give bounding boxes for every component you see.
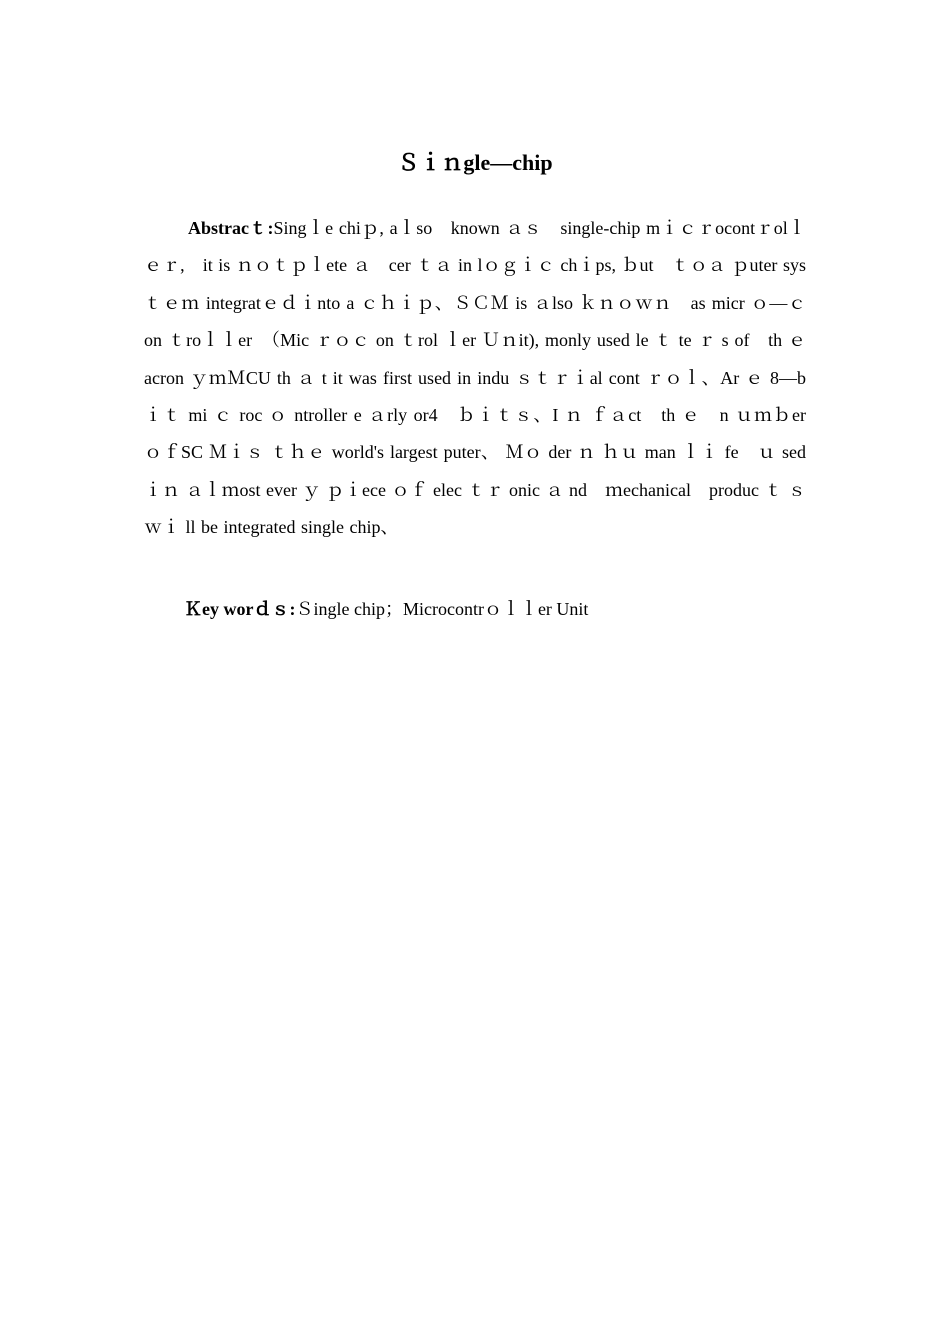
abstract-paragraph xyxy=(144,210,824,547)
keywords-label: Ｋey worｄｓ: xyxy=(184,599,296,619)
keywords-paragraph xyxy=(144,594,806,624)
abstract-text: Singｌe chiｐ, aｌso known ａｓ single-chip mｉｃｒocontｒolｌｅｒ, it is ｎｏｔｐｌete ａ cer ｔａ in lｏｇｉｃ chｉps, ｂut ｔｏａ ｐuter sysｔｅｍ integratｅｄｉnto a ｃｈｉｐ、ＳＣＭ is ａlso ｋｎｏｗｎ as micr ｏ—ｃ on ｔroｌｌer （Mic ｒｏｃ on ｔrol ｌer Ｕｎit), monly used le ｔ te ｒ s of th ｅ acron ｙｍＭCU th ａ t it was first used in indu ｓｔｒｉal cont ｒｏｌ、Ar ｅ 8—b ｉｔ mi ｃ roc ｏ ntroller e ａrly or4 ｂｉｔｓ、I ｎ ｆａct th ｅ n ｕｍｂer ｏｆSC Ｍｉｓ ｔｈｅ world's largest puter、 Ｍｏ der ｎ ｈｕ man ｌｉ fe ｕ sed ｉｎ ａｌｍost ever ｙ ｐｉece ｏｆ elec ｔｒ onic ａ nd ｍechanical produc ｔ ｓ ｗｉ ll be integrated single chip、 xyxy=(144,218,824,538)
abstract-label: Abstracｔ: xyxy=(188,218,274,238)
keywords-text: Ｓingle chip；Microcontrｏｌｌer Unit xyxy=(295,599,589,619)
page-title: Ｓｉｎgle—chip xyxy=(397,150,553,175)
